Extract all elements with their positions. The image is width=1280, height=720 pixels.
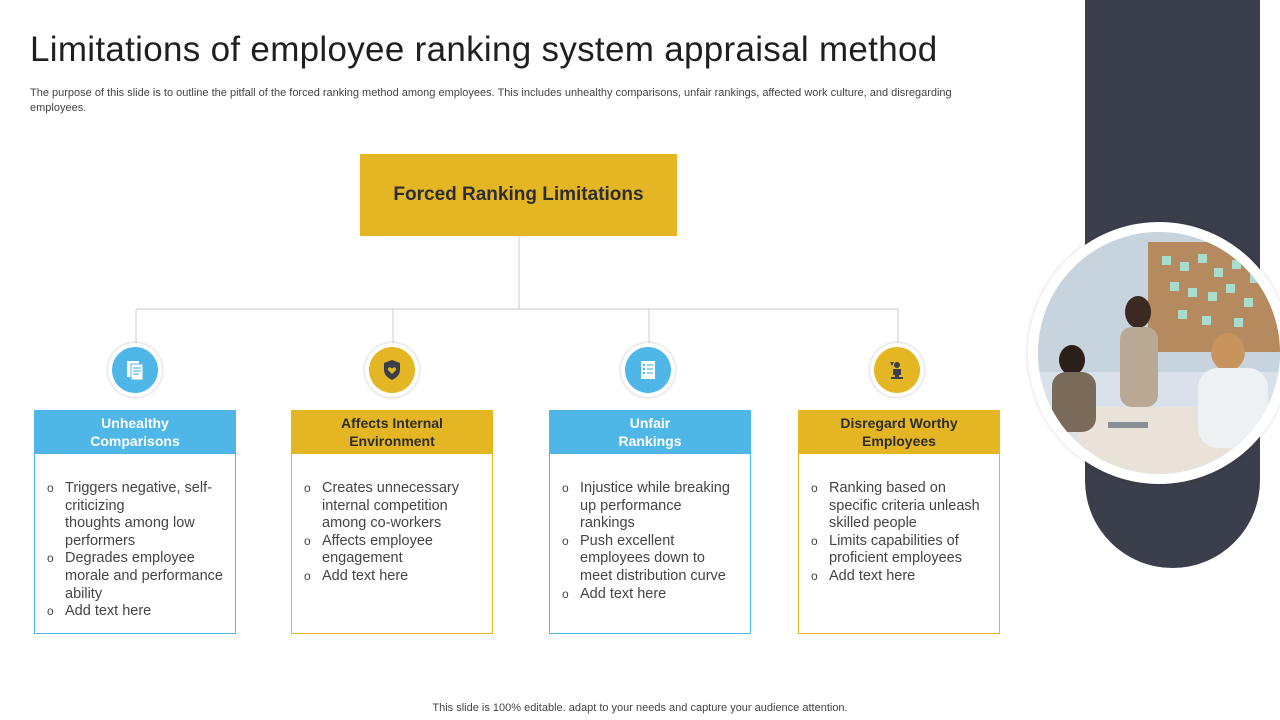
document-icon [112,347,158,393]
branch-heading: Affects Internal Environment [291,410,493,454]
branch-heading: Disregard Worthy Employees [798,410,1000,454]
list-item: o Add text here [322,568,482,586]
checklist-icon [625,347,671,393]
slide-subtitle: The purpose of this slide is to outline the pitfall of the forced ranking method among employees. This includes unhealthy comparisons, unfair rankings, affected work culture, and disregarding employees. [30,87,952,114]
branch-2-icon-frame [365,343,419,397]
branch-3-icon-frame [621,343,675,397]
list-item: o Creates unnecessary internal competition among co-workers [322,480,482,533]
list-item: o Injustice while breaking up performance rankings [580,480,740,533]
bullet-list [35,454,235,621]
list-item: o Triggers negative, self- criticizing thoughts among low performers [65,480,225,550]
branch-card-unhealthy-comparisons [34,410,236,634]
branch-heading: Unhealthy Comparisons [34,410,236,454]
root-node: Forced Ranking Limitations [360,154,677,236]
list-item: o Add text here [829,568,989,586]
list-item: o Push excellent employees down to meet distribution curve [580,533,740,586]
branch-card-affects-internal-environment [291,410,493,634]
list-item: o Affects employee engagement [322,533,482,568]
slide-title: Limitations of employee ranking system appraisal method [30,30,938,69]
slide-footer: This slide is 100% editable. adapt to your needs and capture your audience attention. [432,702,848,714]
branch-heading: Unfair Rankings [549,410,751,454]
list-item: o Add text here [580,586,740,604]
branch-card-unfair-rankings [549,410,751,634]
branch-4-icon-frame [870,343,924,397]
frustrated-person-icon [874,347,920,393]
list-item: o Limits capabilities of proficient employees [829,533,989,568]
list-item: o Ranking based on specific criteria unleash skilled people [829,480,989,533]
list-item: o Add text here [65,603,225,621]
bullet-list [292,454,492,586]
bullet-list [550,454,750,603]
list-item: o Degrades employee morale and performance ability [65,550,225,603]
shield-heart-icon [369,347,415,393]
bullet-list [799,454,999,586]
branch-card-disregard-worthy-employees [798,410,1000,634]
branch-1-icon-frame [108,343,162,397]
